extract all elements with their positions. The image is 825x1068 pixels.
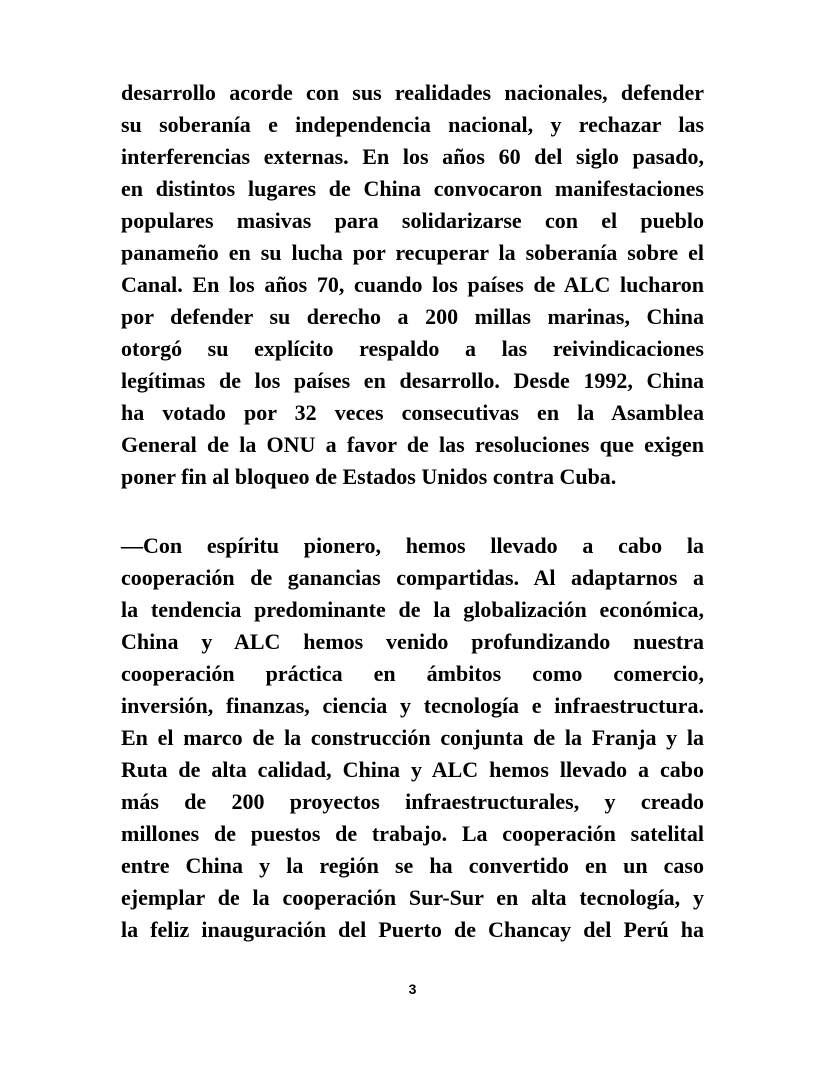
- text-line: cooperación de ganancias compartidas. Al adaptarnos a: [121, 565, 704, 590]
- page-footer: [0, 981, 825, 999]
- text-line: —Con espíritu pionero, hemos llevado a cabo la: [121, 533, 704, 558]
- text-line: legítimas de los países en desarrollo. Desde 1992, China: [121, 368, 704, 393]
- text-line: En el marco de la construcción conjunta de la Franja y la: [121, 725, 704, 750]
- text-line: inversión, finanzas, ciencia y tecnología e infraestructura.: [121, 693, 704, 718]
- text-line: la feliz inauguración del Puerto de Chancay del Perú ha: [121, 917, 704, 942]
- paragraph: [121, 77, 704, 493]
- text-line: populares masivas para solidarizarse con el pueblo: [121, 208, 704, 233]
- page-number: 3: [408, 981, 417, 997]
- text-line: más de 200 proyectos infraestructurales, y creado: [121, 789, 704, 814]
- text-line: cooperación práctica en ámbitos como comercio,: [121, 661, 704, 686]
- text-line: por defender su derecho a 200 millas marinas, China: [121, 304, 704, 329]
- text-line: en distintos lugares de China convocaron manifestaciones: [121, 176, 704, 201]
- text-line: ha votado por 32 veces consecutivas en la Asamblea: [121, 400, 704, 425]
- text-line: la tendencia predominante de la globalización económica,: [121, 597, 704, 622]
- page-body-text: [121, 77, 704, 946]
- text-line: su soberanía e independencia nacional, y rechazar las: [121, 112, 704, 137]
- paragraph: [121, 530, 704, 946]
- text-line: General de la ONU a favor de las resoluciones que exigen: [121, 432, 704, 457]
- text-line: ejemplar de la cooperación Sur-Sur en alta tecnología, y: [121, 885, 704, 910]
- text-line: poner fin al bloqueo de Estados Unidos contra Cuba.: [121, 464, 617, 489]
- text-line: desarrollo acorde con sus realidades nacionales, defender: [121, 80, 704, 105]
- text-line: China y ALC hemos venido profundizando nuestra: [121, 629, 704, 654]
- text-line: interferencias externas. En los años 60 del siglo pasado,: [121, 144, 704, 169]
- text-line: entre China y la región se ha convertido en un caso: [121, 853, 704, 878]
- text-line: millones de puestos de trabajo. La cooperación satelital: [121, 821, 704, 846]
- text-line: panameño en su lucha por recuperar la soberanía sobre el: [121, 240, 704, 265]
- text-line: Canal. En los años 70, cuando los países de ALC lucharon: [121, 272, 704, 297]
- text-line: Ruta de alta calidad, China y ALC hemos llevado a cabo: [121, 757, 704, 782]
- text-line: otorgó su explícito respaldo a las reivindicaciones: [121, 336, 704, 361]
